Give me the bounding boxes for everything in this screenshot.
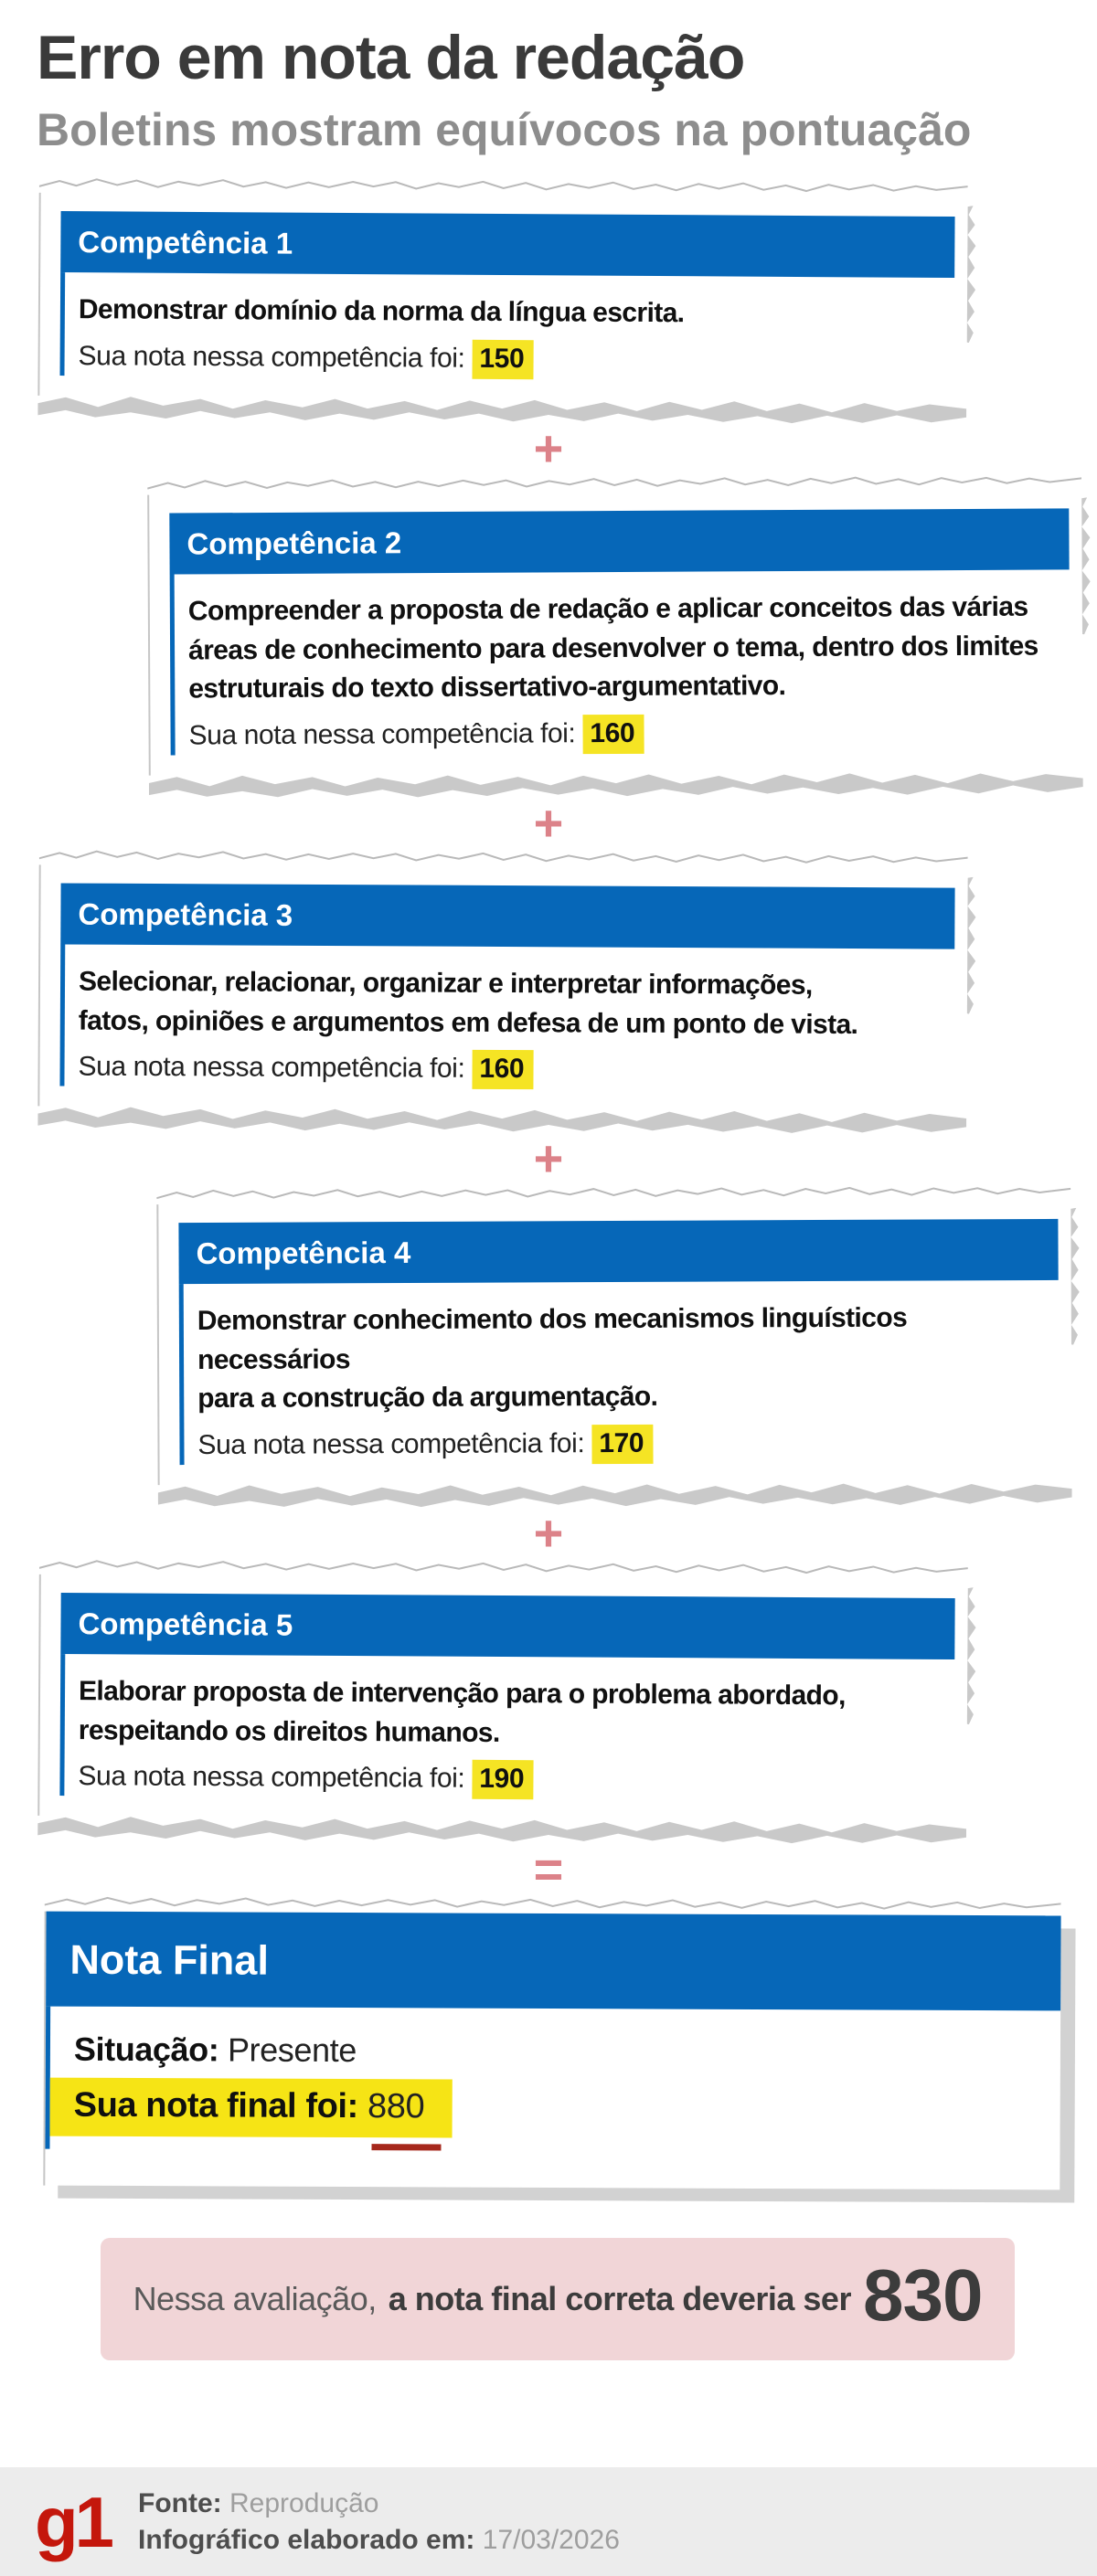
plus-operator: +: [533, 1129, 564, 1188]
plus-operator: +: [533, 419, 564, 477]
card-body: [59, 272, 954, 381]
card-description: Demonstrar domínio da norma da língua escrita.: [78, 294, 685, 329]
source-value: Reprodução: [229, 2488, 379, 2518]
card-body: [179, 1280, 1060, 1465]
score-label: Sua nota nessa competência foi:: [188, 717, 576, 751]
date-label: Infográfico elaborado em:: [138, 2525, 475, 2555]
plus-operator: +: [533, 1504, 564, 1563]
competencia-5-card: [37, 1554, 968, 1849]
card-paper: [156, 1201, 1071, 1485]
situation-line: [74, 2030, 1060, 2072]
card-header: Competência 3: [60, 883, 954, 949]
plus-operator: +: [533, 793, 564, 852]
score-label: Sua nota nessa competência foi:: [78, 1761, 465, 1795]
card-description: Demonstrar conhecimento dos mecanismos linguísticos necessários para a construção da argumentação.: [197, 1303, 908, 1415]
final-score-highlight: [50, 2077, 453, 2137]
score-line: [188, 716, 1070, 751]
situation-label: Situação:: [73, 2030, 219, 2068]
final-card-header: Nota Final: [46, 1911, 1060, 2009]
competencia-1-card: [37, 173, 968, 428]
date-value: 17/03/2026: [482, 2525, 620, 2555]
nota-final-card: [43, 1891, 1060, 2189]
score-line: [79, 341, 954, 377]
situation-value: Presente: [227, 2030, 357, 2069]
footer: [0, 2467, 1097, 2576]
card-paper: [43, 1911, 1060, 2189]
correction-value: 830: [862, 2254, 983, 2337]
card-description: Elaborar proposta de intervenção para o problema abordado, respeitando os direitos humanos.: [78, 1676, 846, 1749]
score-value: 170: [591, 1425, 653, 1464]
score-value: 160: [582, 715, 644, 754]
card-body: [59, 1655, 954, 1802]
final-card-body: [45, 2006, 1060, 2153]
card-body: [59, 945, 954, 1091]
score-label: Sua nota nessa competência foi:: [78, 1051, 465, 1085]
card-description: Selecionar, relacionar, organizar e interpretar informações, fatos, opiniões e argumentos em defesa de um ponto de vista.: [78, 966, 858, 1040]
score-value: 150: [472, 339, 533, 378]
card-paper: [37, 864, 967, 1111]
page-subtitle: Boletins mostram equívocos na pontuação: [37, 103, 972, 155]
date-line: [138, 2525, 620, 2555]
card-paper: [37, 1574, 968, 1822]
score-line: [197, 1426, 1059, 1461]
card-paper: [147, 490, 1083, 775]
card-paper: [37, 193, 967, 401]
score-line: [78, 1762, 953, 1798]
card-header: Competência 4: [178, 1219, 1058, 1284]
correction-bold-text: a nota final correta deveria ser: [388, 2280, 851, 2318]
final-score-value: 880: [367, 2086, 425, 2125]
correction-prefix: Nessa avaliação,: [133, 2280, 377, 2318]
score-label: Sua nota nessa competência foi:: [78, 340, 465, 374]
page-title: Erro em nota da redação: [37, 23, 745, 92]
competencia-3-card: [37, 844, 968, 1138]
score-line: [78, 1052, 953, 1087]
credits: [138, 2488, 620, 2555]
g1-logo: g1: [35, 2481, 112, 2562]
score-value: 190: [472, 1761, 533, 1800]
score-label: Sua nota nessa competência foi:: [197, 1428, 585, 1461]
competencia-4-card: [156, 1181, 1072, 1511]
card-header: Competência 5: [60, 1593, 954, 1659]
source-label: Fonte:: [138, 2488, 222, 2518]
final-score-label: Sua nota final foi:: [73, 2085, 358, 2125]
error-underline: [371, 2143, 441, 2149]
source-line: [138, 2488, 620, 2518]
page-header: [0, 0, 1097, 155]
card-body: [170, 569, 1070, 755]
competencia-2-card: [147, 470, 1083, 801]
correction-banner: [101, 2238, 1015, 2360]
card-description: Compreender a proposta de redação e aplicar conceitos das várias áreas de conhecimento para desenvolver o tema, dentro dos limites estruturais do texto dissertativo-argumentativo.: [187, 591, 1038, 705]
card-header: Competência 2: [169, 508, 1069, 574]
card-header: Competência 1: [60, 211, 954, 278]
equals-operator: =: [533, 1839, 564, 1898]
score-value: 160: [472, 1050, 533, 1089]
